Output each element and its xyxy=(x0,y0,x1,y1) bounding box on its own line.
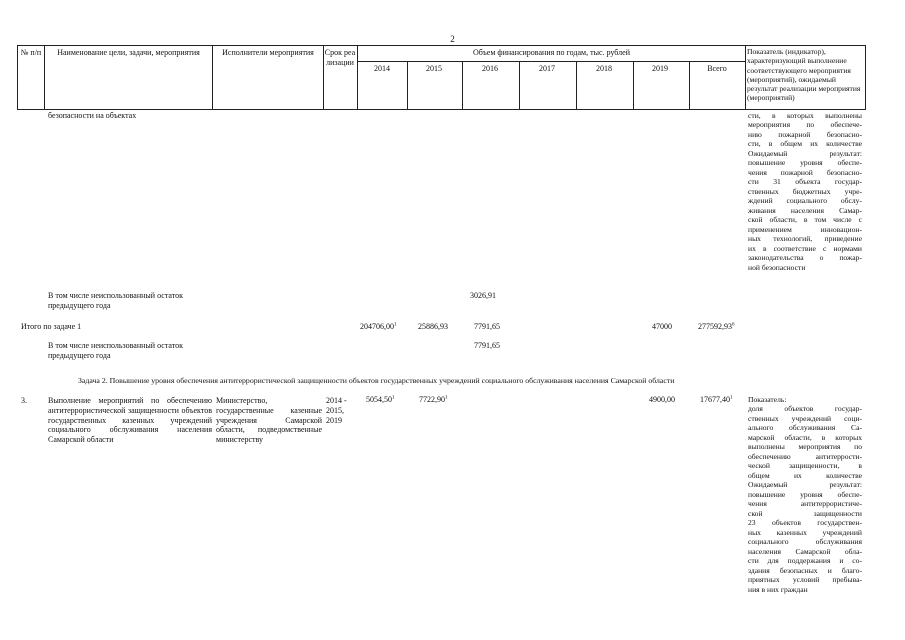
indicator-line: мероприятия по обеспече- xyxy=(748,120,862,130)
year-divider xyxy=(407,61,408,109)
header-col-term: Срок реализации xyxy=(324,48,356,67)
row3-2015: 7722,90$^1$ xyxy=(419,395,448,404)
indicator-line: сти для поддержания и со- xyxy=(748,556,862,566)
indicator-line: чения пожарной безопасно- xyxy=(748,167,862,177)
indicator-line: повышение уровня обеспе- xyxy=(748,158,862,168)
indicator-line: обеспечению антитеррости- xyxy=(748,451,862,461)
header-divider xyxy=(44,45,45,109)
total-2016: 7791,65 xyxy=(474,322,500,331)
row3-name: Выполнение мероприятий по обеспечению антитеррористической защищенности объектов государственных казенных учреждений социального обслуживания населения Самарской области xyxy=(48,396,212,444)
row3-number: 3. xyxy=(21,396,27,405)
row3-2014: 5054,50$^1$ xyxy=(366,395,395,404)
indicator-line: приятных условий пребыва- xyxy=(748,575,862,585)
indicator-line: общем их количестве xyxy=(748,470,862,480)
year-divider xyxy=(519,61,520,109)
indicator-line: Показатель: xyxy=(748,395,787,404)
indicator-line: ния в них граждан xyxy=(748,584,808,594)
header-year-total: Всего xyxy=(707,64,727,73)
year-divider xyxy=(576,61,577,109)
indicator-line: доля объектов государ- xyxy=(748,404,862,414)
row3-2019: 4900,00 xyxy=(649,395,675,404)
unused-remainder-2016: 3026,91 xyxy=(470,291,496,300)
header-col-executors: Исполнители мероприятия xyxy=(222,48,314,57)
indicator-line: ждений социального обслу- xyxy=(748,196,862,206)
indicator-line: ческой защищенности, в xyxy=(748,461,862,471)
indicator-line: ных технологий, приведение xyxy=(748,234,862,244)
indicator-line: их в соответствие с нормами xyxy=(748,243,862,253)
header-col-indicator: Показатель (индикатор), характеризующий выполнение соответствующего мероприятия (мероприятий), ожидаемый результат реализации мероприятия (мероприятий) xyxy=(747,47,861,103)
header-divider xyxy=(865,45,866,109)
header-year-2014: 2014 xyxy=(374,64,390,73)
row3-executors: Министерство, государственные казенные учреждения Самарской области, подведомственные министерству xyxy=(216,396,322,444)
indicator-line: выполнены мероприятия по xyxy=(748,442,862,452)
header-year-2016: 2016 xyxy=(482,64,498,73)
unused-remainder-label: В том числе неиспользованный остаток предыдущего года xyxy=(48,291,184,310)
year-divider xyxy=(689,61,690,109)
total-task1-label: Итого по задаче 1 xyxy=(21,322,82,331)
header-col-no: № п/п xyxy=(20,48,42,57)
row3-total: 17677,40$^1$ xyxy=(700,395,733,404)
indicator-line: ной безопасности xyxy=(748,262,806,272)
indicator-continued xyxy=(748,111,862,272)
header-divider xyxy=(212,45,213,109)
indicator-line: 23 объектов государствен- xyxy=(748,518,862,528)
table-header xyxy=(0,0,905,115)
indicator-line: применением инновацион- xyxy=(748,224,862,234)
header-year-2017: 2017 xyxy=(539,64,555,73)
unused-remainder-2016: 7791,65 xyxy=(474,341,500,350)
total-2014: 204706,00$^1$ xyxy=(360,322,397,331)
indicator-line: ственных бюджетных учре- xyxy=(748,186,862,196)
row-name-tail: безопасности на объектах xyxy=(48,111,137,120)
indicator-line: ской области, в том числе с xyxy=(748,215,862,225)
indicator-line: повышение уровня обеспе- xyxy=(748,489,862,499)
header-col-name: Наименование цели, задачи, мероприятия xyxy=(57,48,200,57)
indicator-line: ственных учреждений соци- xyxy=(748,413,862,423)
indicator-line: ального обслуживания Са- xyxy=(748,423,862,433)
year-divider xyxy=(633,61,634,109)
indicator-line: сти 31 объекта государ- xyxy=(748,177,862,187)
indicator-line: чения антитеррористиче- xyxy=(748,499,862,509)
indicator-line: живания населения Самар- xyxy=(748,205,862,215)
indicator-line: марской области, в которых xyxy=(748,432,862,442)
row3-indicator xyxy=(748,395,862,594)
total-2015: 25886,93 xyxy=(418,322,448,331)
indicator-line: ской защищенности xyxy=(748,508,862,518)
header-subrow-border xyxy=(357,61,745,62)
year-divider xyxy=(462,61,463,109)
indicator-line: населения Самарской обла- xyxy=(748,546,862,556)
header-year-2019: 2019 xyxy=(652,64,668,73)
indicator-line: сти, в общем их количестве xyxy=(748,139,862,149)
indicator-line: законодательства о пожар- xyxy=(748,253,862,263)
header-year-2018: 2018 xyxy=(596,64,612,73)
page-number: 2 xyxy=(450,34,455,44)
header-col-finance: Объем финансирования по годам, тыс. рублей xyxy=(473,48,630,57)
indicator-line: нию пожарной безопасно- xyxy=(748,129,862,139)
unused-remainder-label: В том числе неиспользованный остаток предыдущего года xyxy=(48,341,184,360)
header-year-2015: 2015 xyxy=(426,64,442,73)
header-bottom-border xyxy=(17,109,866,110)
header-divider xyxy=(745,45,746,109)
indicator-line: ных казенных учреждений xyxy=(748,527,862,537)
total-all: 277592,93$^6$ xyxy=(698,322,735,331)
row3-term: 2014 - 2015, 2019 xyxy=(326,396,347,425)
indicator-line: Ожидаемый результат: xyxy=(748,480,862,490)
indicator-line: социального обслуживания xyxy=(748,537,862,547)
header-top-border xyxy=(17,45,866,46)
indicator-line: сти, в которых выполнены xyxy=(748,111,862,120)
task2-heading: Задача 2. Повышение уровня обеспечения антитеррористической защищенности объектов государственных учреждений социального обслуживания населения Самарской области xyxy=(78,376,675,385)
indicator-line: Ожидаемый результат: xyxy=(748,148,862,158)
total-2019: 47000 xyxy=(652,322,672,331)
indicator-line: здания безопасных и благо- xyxy=(748,565,862,575)
